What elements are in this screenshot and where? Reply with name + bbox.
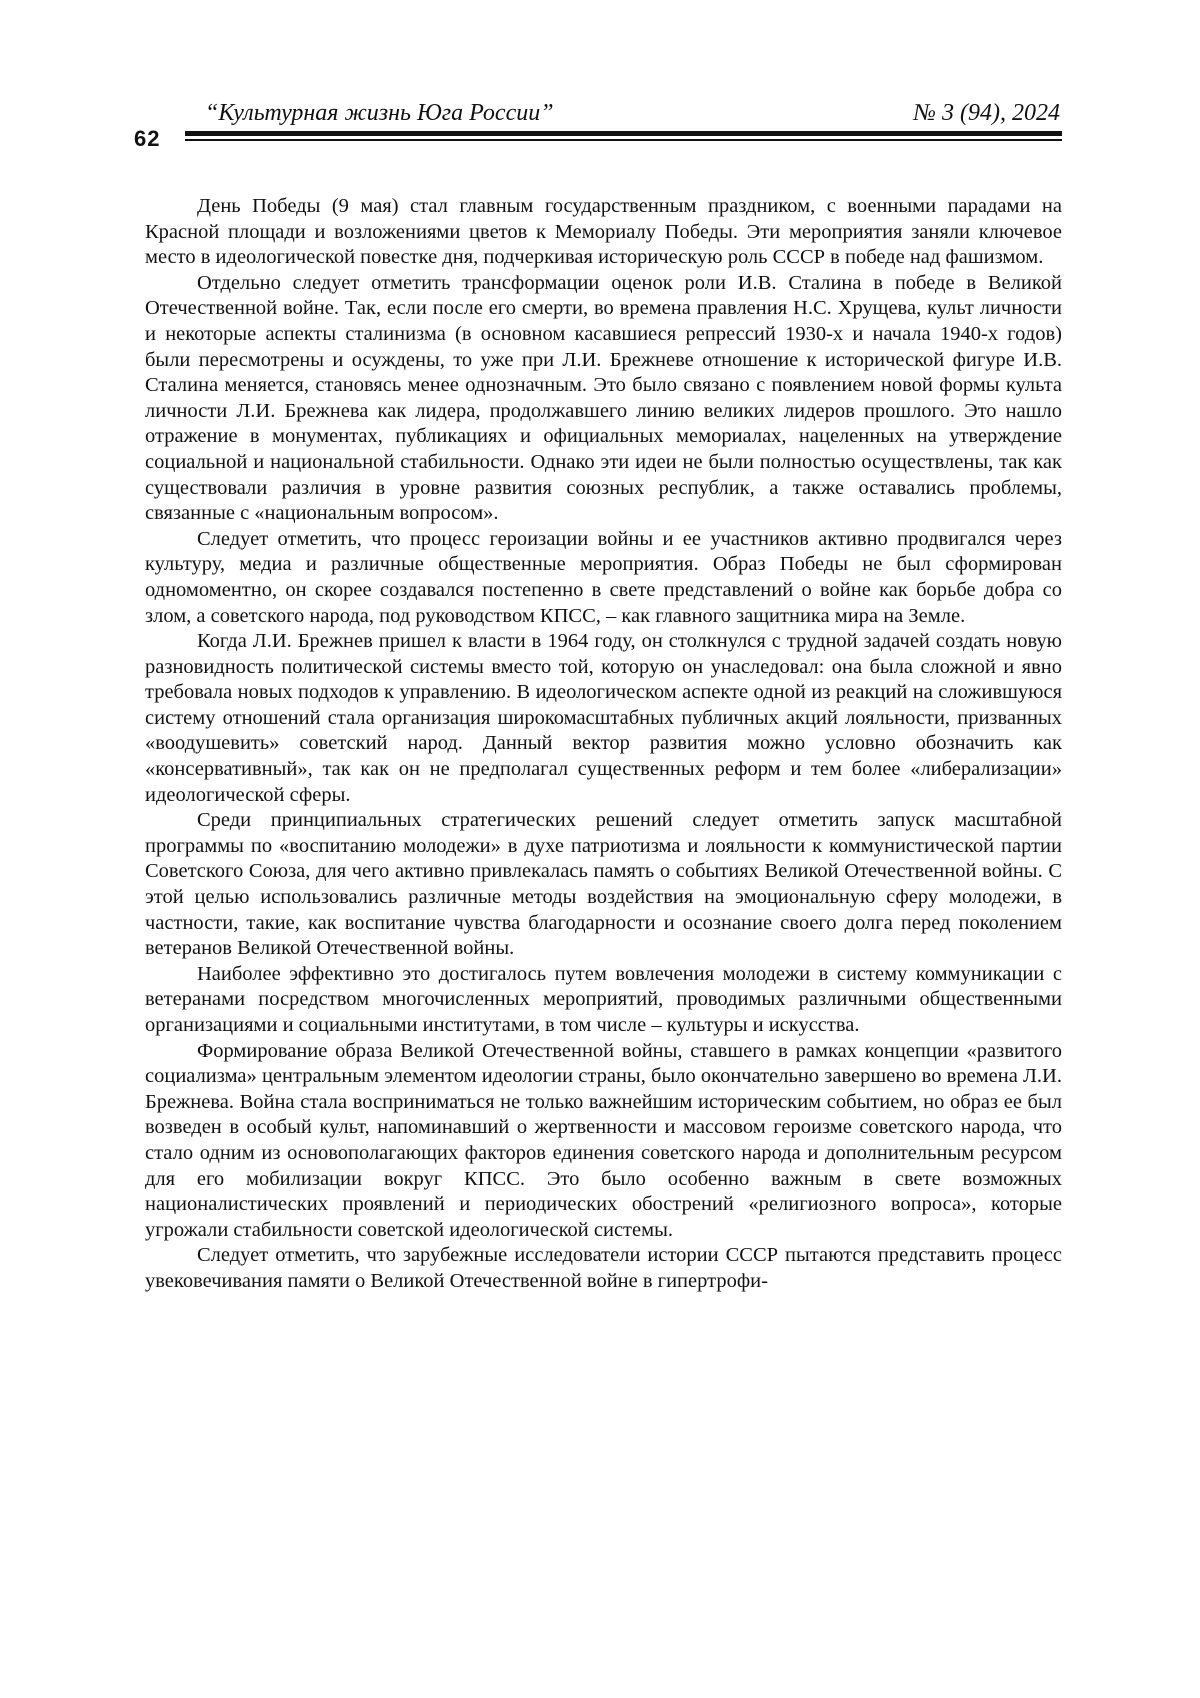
paragraph: Когда Л.И. Брежнев пришел к власти в 1964 году, он столкнулся с трудной задачей создать новую разновидность политической системы вместо той, которую он унаследовал: она была сложной и явно требовала новых подходов к управлению. В идеологическом аспекте одной из реакций на сложившуюся систему отношений стала организация широкомасштабных публичных акций лояльности, призванных «воодушевить» советский народ. Данный вектор развития можно условно обозначить как «консервативный», так как он не предполагал существенных реформ и тем более «либерализации» идеологической сферы.: [145, 630, 1062, 806]
journal-title: “Культурная жизнь Юга России”: [205, 100, 554, 126]
header-rule-thin: [185, 139, 1062, 141]
header-rule-thick: [185, 131, 1062, 136]
issue-number: № 3 (94), 2024: [913, 100, 1060, 126]
page-number: 62: [134, 126, 161, 151]
paragraph: Среди принципиальных стратегических решений следует отметить запуск масштабной программы по «воспитанию молодежи» в духе патриотизма и лояльности к коммунистической партии Советского Союза, для чего активно привлекалась память о событиях Великой Отечественной войны. С этой целью использовались различные методы воздействия на эмоциональную сферу молодежи, в частности, такие, как воспитание чувства благодарности и осознание своего долга перед поколением ветеранов Великой Отечественной войны.: [145, 809, 1062, 960]
paragraph: Следует отметить, что зарубежные исследователи истории СССР пытаются представить процесс увековечивания памяти о Великой Отечественной войне в гипертрофи-: [145, 1244, 1062, 1292]
paragraph: Формирование образа Великой Отечественной войны, ставшего в рамках концепции «развитого социализма» центральным элементом идеологии страны, было окончательно завершено во времена Л.И. Брежнева. Война стала восприниматься не только важнейшим историческим событием, но образ ее был возведен в особый культ, напоминавший о жертвенности и массовом героизме советского народа, что стало одним из основополагающих факторов единения советского народа и дополнительным ресурсом для его мобилизации вокруг КПСС. Это было особенно важным в свете возможных националистических проявлений и периодических обострений «религиозного вопроса», которые угрожали стабильности советской идеологической системы.: [145, 1039, 1062, 1241]
paragraph: Наиболее эффективно это достигалось путем вовлечения молодежи в систему коммуникации с ветеранами посредством многочисленных мероприятий, проводимых различными общественными организациями и социальными институтами, в том числе – культуры и искусства.: [145, 962, 1062, 1036]
article-body: [145, 194, 1062, 1295]
paragraph: День Победы (9 мая) стал главным государственным праздником, с военными парадами на Красной площади и возложениями цветов к Мемориалу Победы. Эти мероприятия заняли ключевое место в идеологической повестке дня, подчеркивая историческую роль СССР в победе над фашизмом.: [145, 195, 1062, 269]
paragraph: Отдельно следует отметить трансформации оценок роли И.В. Сталина в победе в Великой Отечественной войне. Так, если после его смерти, во времена правления Н.С. Хрущева, культ личности и некоторые аспекты сталинизма (в основном касавшиеся репрессий 1930-х и начала 1940-х годов) были пересмотрены и осуждены, то уже при Л.И. Брежневе отношение к исторической фигуре И.В. Сталина меняется, становясь менее однозначным. Это было связано с появлением новой формы культа личности Л.И. Брежнева как лидера, продолжавшего линию великих лидеров прошлого. Это нашло отражение в монументах, публикациях и официальных мемориалах, нацеленных на утверждение социальной и национальной стабильности. Однако эти идеи не были полностью осуществлены, так как существовали различия в уровне развития союзных республик, а также оставались проблемы, связанные с «национальным вопросом».: [145, 271, 1062, 525]
paragraph: Следует отметить, что процесс героизации войны и ее участников активно продвигался через культуру, медиа и различные общественные мероприятия. Образ Победы не был сформирован одномоментно, он скорее создавался постепенно в свете представлений о войне как борьбе добра со злом, а советского народа, под руководством КПСС, – как главного защитника мира на Земле.: [145, 527, 1062, 627]
